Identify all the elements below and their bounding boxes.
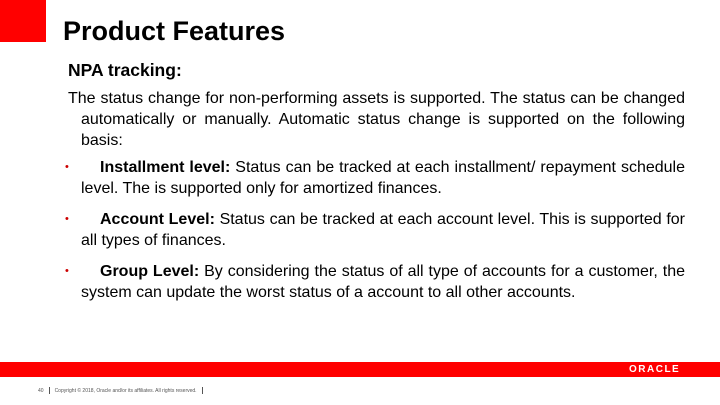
footer-red-band xyxy=(0,362,720,377)
title-accent-block xyxy=(0,0,46,42)
bullet-heading: Group Level: xyxy=(100,263,200,280)
bullet-text: By considering the status of all type of accounts for a customer, the system can update the worst status of a account to all other accounts. xyxy=(81,263,685,301)
bullet-marker: • xyxy=(65,213,69,225)
feature-bullet-list xyxy=(65,157,686,313)
bullet-marker: • xyxy=(65,265,69,277)
bullet-installment-level xyxy=(65,157,686,199)
bullet-heading: Installment level: xyxy=(100,159,231,176)
bullet-account-level xyxy=(65,209,685,251)
footer-divider xyxy=(202,387,203,394)
bullet-heading: Account Level: xyxy=(100,211,215,228)
footer-divider xyxy=(49,387,50,394)
slide-title: Product Features xyxy=(63,16,286,46)
bullet-text: Status can be tracked at each installment/ repayment schedule level. The is supported only for amortized finances. xyxy=(81,159,686,197)
bullet-text: Status can be tracked at each account level. This is supported for all types of finances. xyxy=(81,211,685,249)
page-number: 40 xyxy=(38,388,44,394)
bullet-marker: • xyxy=(65,161,69,173)
copyright-notice: Copyright © 2018, Oracle and/or its affiliates. All rights reserved. xyxy=(54,388,197,394)
intro-paragraph xyxy=(68,88,685,151)
section-heading: NPA tracking: xyxy=(68,60,182,80)
intro-text: The status change for non-performing assets is supported. The status can be changed automatically or manually. Automatic status change is supported on the following basis: xyxy=(68,90,685,149)
slide-footer xyxy=(38,387,208,395)
bullet-group-level xyxy=(65,261,685,303)
oracle-logo: ORACLE xyxy=(629,364,681,375)
